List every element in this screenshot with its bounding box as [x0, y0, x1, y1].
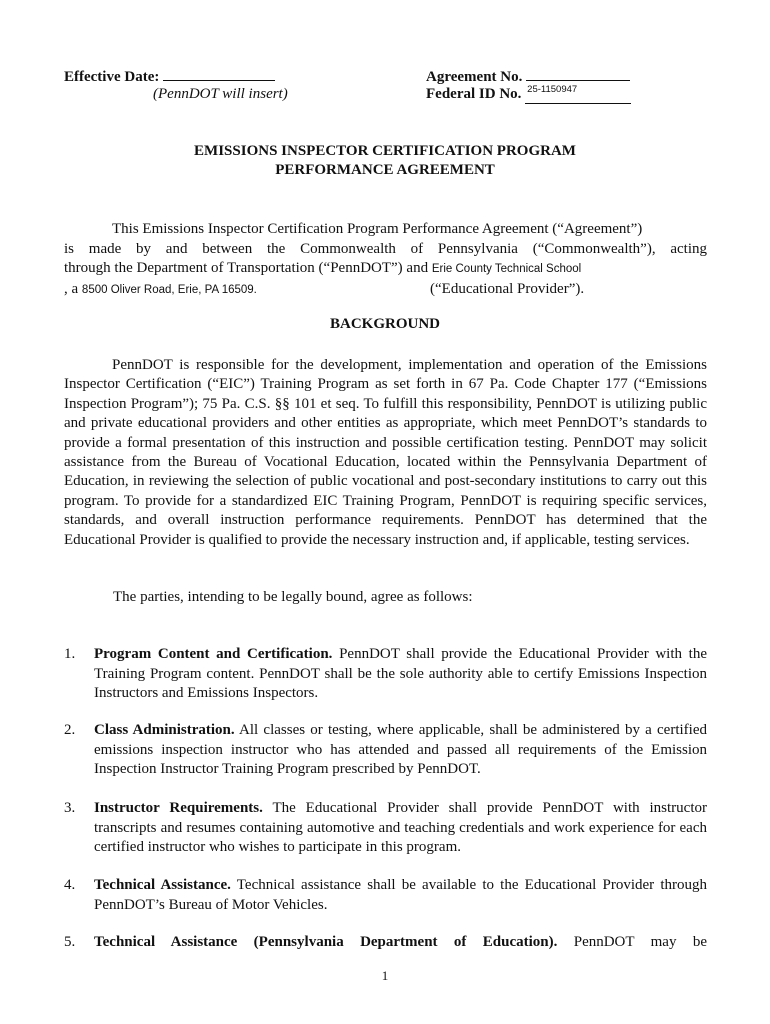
title-line-2: PERFORMANCE AGREEMENT [275, 162, 495, 178]
item-heading: Technical Assistance. [94, 877, 231, 893]
penndot-insert-note: (PennDOT will insert) [153, 86, 288, 102]
item-text: PennDOT may be [557, 934, 707, 950]
provider-address-field[interactable]: 8500 Oliver Road, Erie, PA 16509. [81, 283, 257, 296]
item-number: 1. [64, 646, 76, 662]
title-line-1: EMISSIONS INSPECTOR CERTIFICATION PROGRAM [194, 143, 576, 159]
agreement-no-label: Agreement No. [426, 69, 523, 85]
item-body [94, 933, 707, 953]
intro-line-4 [64, 280, 707, 301]
effective-date-field[interactable] [163, 66, 275, 81]
item-number: 4. [64, 877, 76, 893]
federal-id-row [426, 86, 631, 104]
background-paragraph [64, 356, 707, 550]
item-number: 5. [64, 934, 76, 950]
federal-id-label: Federal ID No. [426, 86, 522, 102]
federal-id-field[interactable] [525, 84, 631, 104]
item-heading: Instructor Requirements. [94, 800, 263, 816]
intro-paragraph [64, 220, 707, 300]
item-heading: Technical Assistance (Pennsylvania Department of Education). [94, 934, 558, 950]
effective-date-label: Effective Date: [64, 69, 160, 85]
intro-line-2: is made by and between the Commonwealth of Pennsylvania (“Commonwealth”), acting [64, 240, 707, 257]
item-body [94, 799, 707, 858]
item-text: PennDOT shall provide the Educational Provider with the Training Program content. PennDOT shall be the sole authority able to certify Emissions Inspection Instructors and Emissions Inspectors. [94, 646, 708, 702]
item-body [94, 876, 707, 915]
intro-line-1: This Emissions Inspector Certification Program Performance Agreement (“Agreement”) [112, 221, 643, 237]
intro-line-3-text: through the Department of Transportation (“PennDOT”) and [64, 260, 429, 276]
provider-name-field[interactable]: Erie County Technical School [431, 263, 582, 275]
item-text: The Educational Provider shall provide PennDOT with instructor transcripts and resumes containing automotive and teaching credentials and work experience for each certified instructor who wishes to participate in this program. [94, 800, 707, 856]
item-text: Technical assistance shall be available to the Educational Provider through PennDOT’s Bureau of Motor Vehicles. [94, 877, 707, 913]
item-heading: Class Administration. [94, 722, 235, 738]
item-body [94, 721, 707, 780]
intro-line-4-prefix: , a [64, 280, 79, 297]
item-number: 2. [64, 722, 76, 738]
agreement-no-field[interactable] [526, 66, 630, 81]
parties-text: The parties, intending to be legally bound, agree as follows: [113, 589, 473, 605]
page-number: 1 [381, 968, 389, 983]
item-heading: Program Content and Certification. [94, 646, 333, 662]
agreement-no-row [426, 66, 630, 86]
item-number: 3. [64, 800, 76, 816]
background-text: PennDOT is responsible for the development, implementation and operation of the Emissions Inspector Certification (“EIC”) Training Program as set forth in 67 Pa. Code Chapter 177 (“Emissions Inspection Program”); 75 Pa. C.S. §§ 101 et seq. To fulfill this responsibility, PennDOT is utilizing public and private educational providers and other entities as appropriate, which meet PennDOT’s standards to provide a formal presentation of this instruction and possible certification testing. PennDOT may solicit assistance from the Bureau of Vocational Education, located within the Pennsylvania Department of Education, in reviewing the selection of public vocational and post-secondary institutions to carry out this program. To provide for a standardized EIC Training Program, PennDOT is requiring specific services, standards, and overall instruction performance requirements. PennDOT has determined that the Educational Provider is qualified to provide the necessary instruction and, if applicable, testing services. [64, 357, 707, 548]
background-heading: BACKGROUND [329, 316, 440, 332]
effective-date-row [64, 66, 275, 86]
item-body [94, 645, 707, 704]
federal-id-value: 25-1150947 [527, 84, 578, 95]
intro-line-3 [64, 259, 707, 280]
item-text: All classes or testing, where applicable, shall be administered by a certified emissions inspection instructor who has attended and passed all requirements of the Emission Inspection Instructor Training Program prescribed by PennDOT. [94, 722, 707, 778]
intro-line-4-suffix: (“Educational Provider”). [430, 280, 585, 297]
